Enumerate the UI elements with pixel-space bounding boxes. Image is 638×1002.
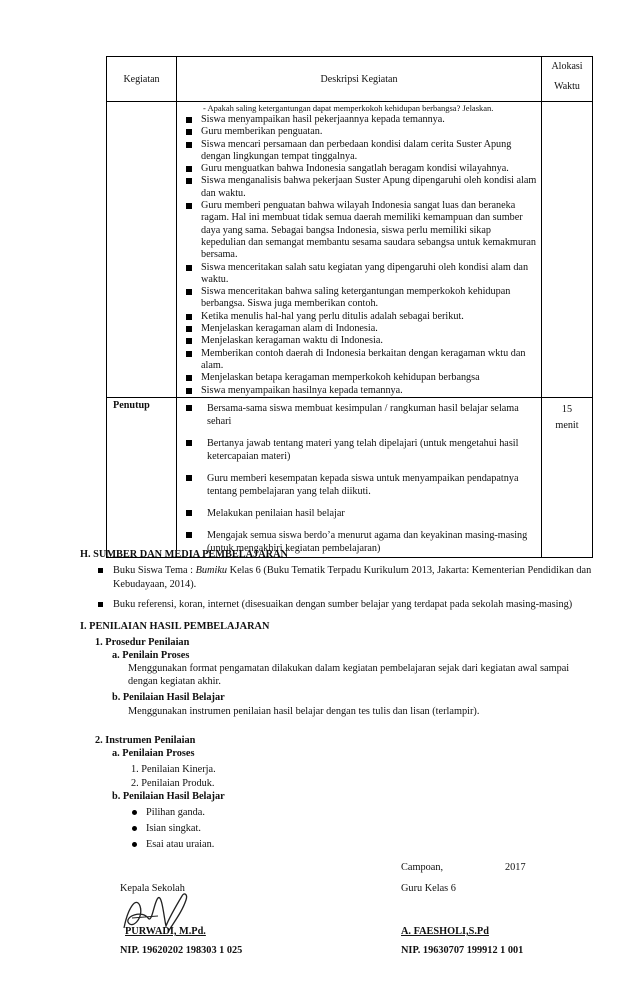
table-row-penutup xyxy=(107,397,593,557)
list-item: Siswa menyampaikan hasilnya kepada temannya. xyxy=(185,385,537,397)
signature-place: Campoan, xyxy=(401,862,444,873)
list-item: Menjelaskan betapa keragaman memperkokoh kehidupan berbangsa xyxy=(185,372,537,384)
inti-description-cell xyxy=(177,102,542,398)
list-item: Bersama-sama siswa membuat kesimpulan / rangkuman hasil belajar selama sehari xyxy=(185,402,535,428)
list-item: Menjelaskan keragaman alam di Indonesia. xyxy=(185,323,537,335)
section-i-title: I. PENILAIAN HASIL PEMBELAJARAN xyxy=(80,621,270,632)
list-item: Buku referensi, koran, internet (disesuaikan dengan sumber belajar yang terdapat pada sekolah masing-masing) xyxy=(113,598,603,612)
list-item: Siswa menganalisis bahwa pekerjaan Suster Apung dipengaruhi oleh kondisi alam dan waktu. xyxy=(185,175,537,200)
instrumen-hasil-heading: b. Penilaian Hasil Belajar xyxy=(112,791,225,802)
penutup-list xyxy=(177,398,541,555)
penutup-waktu: 15 menit xyxy=(555,403,579,431)
prosedur-heading: 1. Prosedur Penilaian xyxy=(95,637,190,648)
penutup-label: Penutup xyxy=(113,399,150,411)
list-item: Guru memberikan penguatan. xyxy=(185,126,537,138)
list-item: Siswa menceritakan salah satu kegiatan yang dipengaruhi oleh kondisi alam dan waktu. xyxy=(185,262,537,287)
list-item: Siswa mencari persamaan dan perbedaan kondisi dalam cerita Suster Apung dengan lingkungan tempat tinggalnya. xyxy=(185,139,537,164)
right-name: A. FAESHOLI,S.Pd xyxy=(401,926,489,937)
list-item: Memberikan contoh daerah di Indonesia berkaitan dengan keragaman wktu dan alam. xyxy=(185,348,537,373)
inti-list xyxy=(177,114,541,397)
right-role: Guru Kelas 6 xyxy=(401,883,456,894)
header-kegiatan: Kegiatan xyxy=(107,57,177,102)
penutup-description-cell xyxy=(177,397,542,557)
penutup-waktu-cell xyxy=(542,397,593,557)
list-item: Bertanya jawab tentang materi yang telah dipelajari (untuk mengetahui hasil ketercapaian materi) xyxy=(185,437,535,463)
list-item: Pilihan ganda. xyxy=(146,806,214,820)
section-h-list xyxy=(113,564,603,612)
kegiatan-table xyxy=(106,56,593,558)
table-row-inti xyxy=(107,102,593,398)
section-h-title: H. SUMBER DAN MEDIA PEMBELAJARAN xyxy=(80,549,288,560)
list-item: Guru menguatkan bahwa Indonesia sangatlah beragam kondisi wilayahnya. xyxy=(185,163,537,175)
waktu-cell-empty xyxy=(542,102,593,398)
list-item: Esai atau uraian. xyxy=(146,839,215,850)
instrumen-hasil-list xyxy=(146,806,214,852)
left-nip: NIP. 19620202 198303 1 025 xyxy=(120,945,243,956)
instrumen-heading: 2. Instrumen Penilaian xyxy=(95,735,196,746)
kegiatan-cell-empty xyxy=(107,102,177,398)
list-item: Buku Siswa Tema : Bumiku Kelas 6 (Buku Tematik Terpadu Kurikulum 2013, Jakarta: Kementerian Pendidikan dan Kebudayaan, 2014). xyxy=(113,564,603,592)
list-item: Melakukan penilaian hasil belajar xyxy=(185,507,535,520)
list-item: Siswa menyampaikan hasil pekerjaannya kepada temannya. xyxy=(185,114,537,126)
instrumen-proses-heading: a. Penilaian Proses xyxy=(112,748,195,759)
instrumen-proses-item-1: 1. Penilaian Kinerja. xyxy=(131,764,216,775)
penutup-label-cell xyxy=(107,397,177,557)
left-role: Kepala Sekolah xyxy=(120,883,185,894)
penilain-proses-text: Menggunakan format pengamatan dilakukan dalam kegiatan pembelajaran sejak dari kegiatan awal sampai dengan kegiatan akhir. xyxy=(128,663,570,687)
list-item: Mengajak semua siswa berdo’a menurut agama dan keyakinan masing-masing (untuk mengakhiri kegiatan pembelajaran) xyxy=(185,529,535,555)
penilaian-hasil-text: Menggunakan instrumen penilaian hasil belajar dengan tes tulis dan lisan (terlampir). xyxy=(128,706,480,717)
instrumen-proses-item-2: 2. Penilaian Produk. xyxy=(131,778,215,789)
list-item: Ketika menulis hal-hal yang perlu ditulis adalah sebagai berikut. xyxy=(185,311,537,323)
penilaian-hasil-heading: b. Penilaian Hasil Belajar xyxy=(112,692,225,703)
inti-topline: - Apakah saling ketergantungan dapat memperkokoh kehidupan berbangsa? Jelaskan. xyxy=(203,103,494,113)
list-item: Siswa menceritakan bahwa saling ketergantungan memperkokoh kehidupan berbangsa. Siswa juga memberikan contoh. xyxy=(185,286,537,311)
penilain-proses-heading: a. Penilain Proses xyxy=(112,650,190,661)
list-item: Guru memberi kesempatan kepada siswa untuk menyampaikan pendapatnya tentang pembelajaran yang telah diikuti. xyxy=(185,472,535,498)
header-deskripsi: Deskripsi Kegiatan xyxy=(177,57,542,102)
left-name: PURWADI, M.Pd. xyxy=(125,926,206,937)
list-item: Guru memberi penguatan bahwa wilayah Indonesia sangat luas dan beraneka ragam. Hal ini membuat tidak semua daerah memiliki kemampuan dan sumber daya yang sama. Sebagai bangsa Indonesia, siswa perlu memiliki sikap kepedulian dan semangat membantu sesama saudara sebangsa untuk kemakmuran bersama. xyxy=(185,200,537,261)
table-header-row xyxy=(107,57,593,102)
right-nip: NIP. 19630707 199912 1 001 xyxy=(401,945,524,956)
list-item: Menjelaskan keragaman waktu di Indonesia. xyxy=(185,335,537,347)
signature-year: 2017 xyxy=(505,862,526,873)
header-alokasi: Alokasi Waktu xyxy=(542,57,593,102)
list-item: Isian singkat. xyxy=(146,822,214,836)
